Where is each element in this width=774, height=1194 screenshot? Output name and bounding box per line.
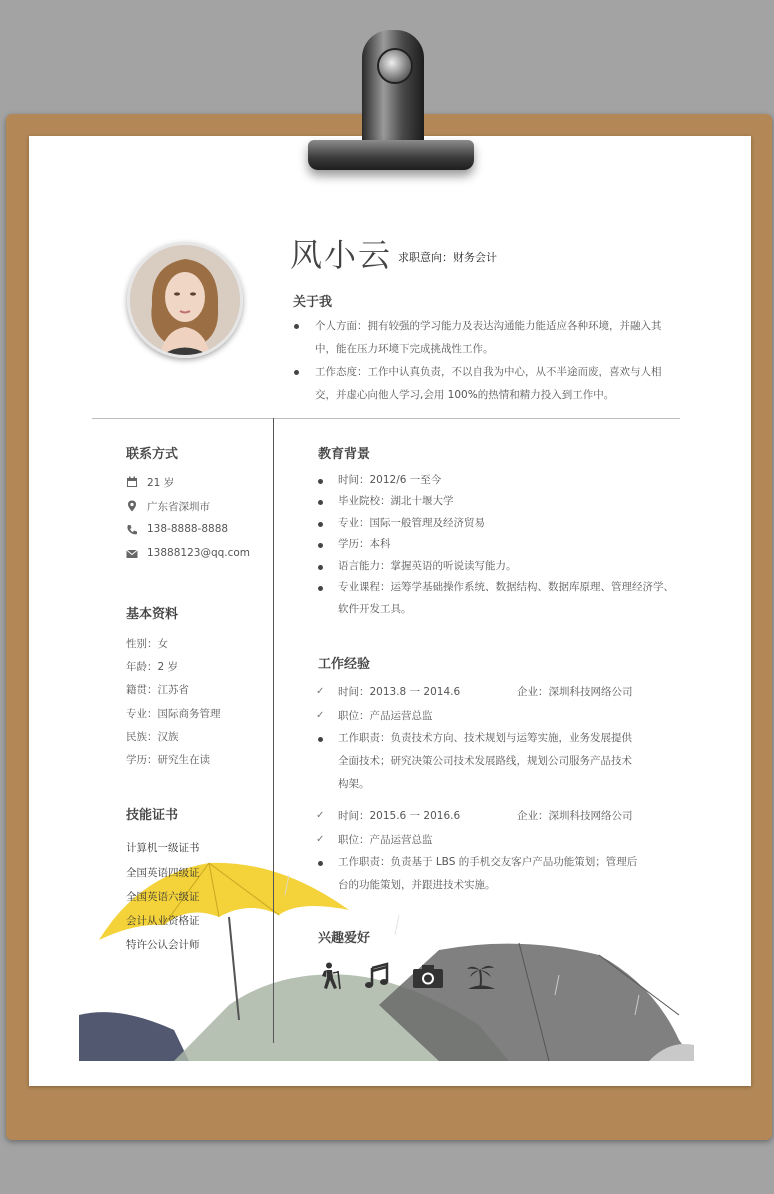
music-icon — [364, 962, 390, 990]
phone-icon — [126, 524, 138, 536]
check-icon: ✓ — [316, 686, 325, 697]
skills-title: 技能证书 — [126, 808, 179, 823]
check-icon: ✓ — [316, 834, 325, 845]
location-pin-icon — [126, 500, 138, 512]
job1-bullet — [318, 737, 323, 742]
about-line: 交，并虚心向他人学习,会用 100%的热情和精力投入到工作中。 — [315, 389, 615, 401]
education-line: 毕业院校：湖北十堰大学 — [338, 495, 454, 507]
contact-age: 21 岁 — [147, 477, 175, 489]
camera-icon — [412, 962, 444, 990]
education-bullet — [318, 500, 323, 505]
education-line: 软件开发工具。 — [338, 603, 412, 615]
job1-position: 职位：产品运营总监 — [338, 710, 433, 722]
basic-education: 学历：研究生在读 — [126, 754, 210, 766]
hobbies-title: 兴趣爱好 — [318, 931, 371, 946]
about-line: 工作态度：工作中认真负责，不以自我为中心，从不半途而废，喜欢与人相 — [315, 366, 662, 378]
candidate-name: 风小云 — [290, 236, 393, 274]
about-line: 个人方面：拥有较强的学习能力及表达沟通能力能适应各种环境，并融入其 — [315, 320, 662, 332]
job2-company: 企业：深圳科技网络公司 — [517, 810, 633, 822]
job2-bullet — [318, 861, 323, 866]
mail-icon — [126, 548, 138, 560]
education-bullet — [318, 586, 323, 591]
basic-ethnicity: 民族：汉族 — [126, 731, 179, 743]
education-line: 专业：国际一般管理及经济贸易 — [338, 517, 485, 529]
job1-company: 企业：深圳科技网络公司 — [517, 686, 633, 698]
about-title: 关于我 — [293, 295, 333, 310]
job2-position: 职位：产品运营总监 — [338, 834, 433, 846]
skill-item: 全国英语六级证 — [126, 891, 200, 903]
education-line: 学历：本科 — [338, 538, 391, 550]
job2-duty-line: 工作职责：负责基于 LBS 的手机交友客户产品功能策划；管理后 — [338, 856, 638, 868]
basic-gender: 性别：女 — [126, 638, 168, 650]
skill-item: 特许公认会计师 — [126, 939, 200, 951]
about-line: 中，能在压力环境下完成挑战性工作。 — [315, 343, 494, 355]
basic-major: 专业：国际商务管理 — [126, 708, 221, 720]
check-icon: ✓ — [316, 710, 325, 721]
job-intent: 求职意向：财务会计 — [398, 251, 497, 264]
education-bullet — [318, 522, 323, 527]
job2-time: 时间：2015.6 一 2016.6 — [338, 810, 461, 822]
education-line: 语言能力：掌握英语的听说读写能力。 — [338, 560, 517, 572]
job1-duty-line: 全面技术；研究决策公司技术发展路线，规划公司服务产品技术 — [338, 755, 632, 767]
avatar — [127, 242, 243, 358]
contact-phone: 138-8888-8888 — [147, 523, 229, 535]
palm-tree-icon — [466, 962, 496, 990]
clip-base — [308, 140, 474, 170]
job2-duty-line: 台的功能策划，并跟进技术实施。 — [338, 879, 496, 891]
contact-title: 联系方式 — [126, 447, 179, 462]
education-title: 教育背景 — [318, 447, 371, 462]
header-divider — [92, 418, 680, 419]
contact-email: 13888123@qq.com — [147, 547, 251, 559]
skill-item: 会计从业资格证 — [126, 915, 200, 927]
skill-item: 全国英语四级证 — [126, 867, 200, 879]
basic-hometown: 籍贯：江苏省 — [126, 684, 189, 696]
education-bullet — [318, 543, 323, 548]
education-line: 时间：2012/6 一至今 — [338, 474, 442, 486]
job1-duty-line: 构架。 — [338, 778, 370, 790]
check-icon: ✓ — [316, 810, 325, 821]
basic-age: 年龄：2 岁 — [126, 661, 179, 673]
skill-item: 计算机一级证书 — [126, 842, 200, 854]
education-line: 专业课程：运筹学基础操作系统、数据结构、数据库原理、管理经济学、 — [338, 581, 674, 593]
work-title: 工作经验 — [318, 657, 371, 672]
clip-hole — [377, 48, 413, 84]
calendar-icon — [126, 476, 138, 488]
about-bullet — [294, 324, 299, 329]
contact-location: 广东省深圳市 — [147, 501, 210, 513]
job1-time: 时间：2013.8 一 2014.6 — [338, 686, 461, 698]
education-bullet — [318, 479, 323, 484]
job1-duty-line: 工作职责：负责技术方向、技术规划与运筹实施，业务发展提供 — [338, 732, 632, 744]
basic-title: 基本资料 — [126, 607, 179, 622]
column-divider — [273, 418, 274, 1043]
about-bullet — [294, 370, 299, 375]
education-bullet — [318, 565, 323, 570]
hiking-icon — [318, 962, 344, 990]
